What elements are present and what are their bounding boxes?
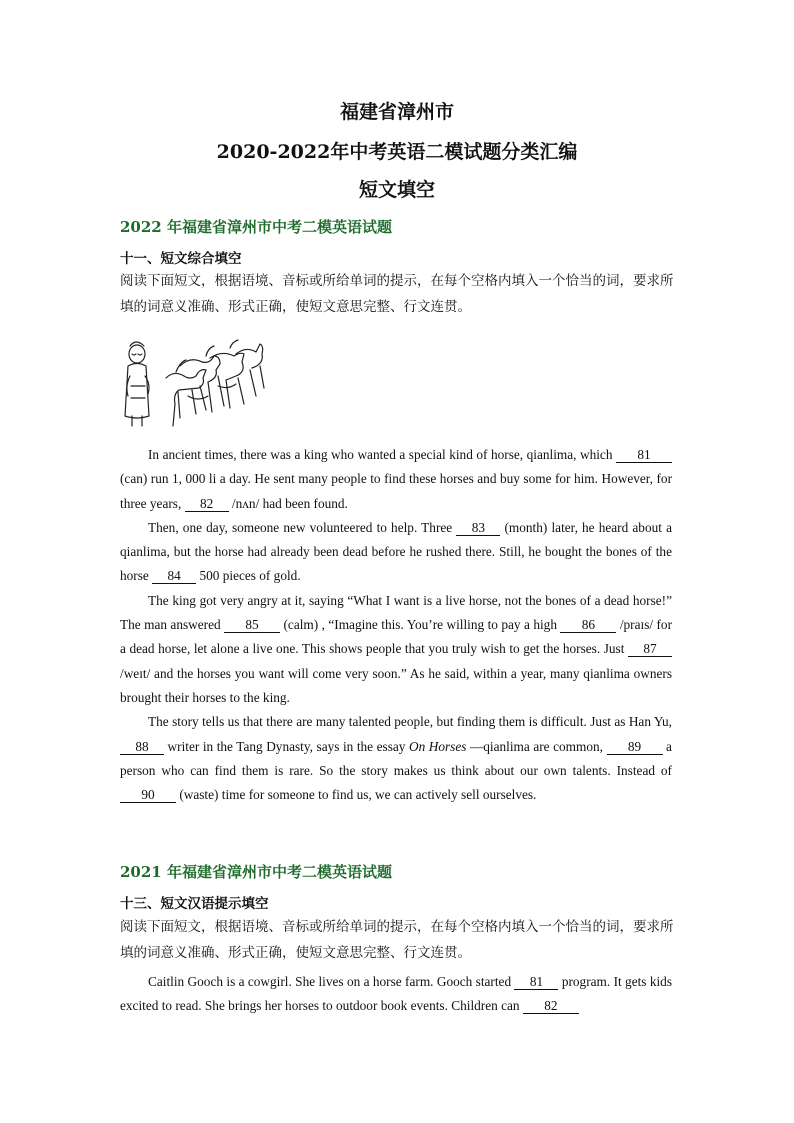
section-2022-subtitle: 十一、短文综合填空 xyxy=(120,251,242,267)
section-2021-title: 2021 年福建省漳州市中考二模英语试题 xyxy=(120,863,392,881)
passage-2021-paragraph-1: Caitlin Gooch is a cowgirl. She lives on a horse farm. Gooch started 81 program. It gets kids excited to read. She brings her horses to outdoor book events. Children can 82 xyxy=(120,974,673,1014)
doc-title-topic: 短文填空 xyxy=(358,179,435,201)
passage-2022 xyxy=(120,443,672,807)
blank-83[interactable]: 83 xyxy=(456,521,500,536)
passage-2022-paragraph-4: The story tells us that there are many talented people, but finding them is difficult. Just as Han Yu, 88 writer in the Tang Dynasty, says in the essay On Horses —qianlima are common, 89 a person who can find them is rare. So the story makes us think about our own talents. Instead of 90 (waste) time for someone to find us, we can actively sell ourselves. xyxy=(120,714,672,803)
section-2022-title: 2022 年福建省漳州市中考二模英语试题 xyxy=(120,218,392,236)
section-2021-subtitle: 十三、短文汉语提示填空 xyxy=(120,896,269,912)
blank-90[interactable]: 90 xyxy=(120,788,176,803)
king-and-horses-illustration xyxy=(118,336,268,431)
blank-84[interactable]: 84 xyxy=(152,569,196,584)
passage-2021 xyxy=(120,970,672,1019)
blank-88[interactable]: 88 xyxy=(120,740,164,755)
blank-87[interactable]: 87 xyxy=(628,642,672,657)
doc-title-region: 福建省漳州市 xyxy=(339,101,454,123)
blank-85[interactable]: 85 xyxy=(224,618,280,633)
blank-2021-82[interactable]: 82 xyxy=(523,999,579,1014)
essay-title: On Horses xyxy=(408,738,467,754)
blank-81[interactable]: 81 xyxy=(616,448,672,463)
blank-89[interactable]: 89 xyxy=(607,740,663,755)
blank-86[interactable]: 86 xyxy=(560,618,616,633)
blank-82[interactable]: 82 xyxy=(185,497,229,512)
passage-2022-paragraph-2: Then, one day, someone new volunteered to help. Three 83 (month) later, he heard about a qianlima, but the horse had already been dead before he rushed there. Still, he bought the bones of the horse 84 500 pieces of gold. xyxy=(120,519,672,584)
section-2021-instruction: 阅读下面短文，根据语境、音标或所给单词的提示，在每个空格内填入一个恰当的词，要求所填的词意义准确、形式正确，使短文意思完整、行文连贯。 xyxy=(120,919,674,961)
passage-2022-paragraph-1: In ancient times, there was a king who wanted a special kind of horse, qianlima, which 81 (can) run 1, 000 li a day. He sent many people to find these horses and buy some for him. However, for three years, 82 /nʌn/ had been found. xyxy=(120,447,672,511)
doc-title-main: 2020-2022年中考英语二模试题分类汇编 xyxy=(216,141,578,163)
blank-2021-81[interactable]: 81 xyxy=(514,975,558,990)
passage-2022-paragraph-3: The king got very angry at it, saying “What I want is a live horse, not the bones of a dead horse!” The man answered 85 (calm) , “Imagine this. You’re willing to pay a high 86 /praɪs/ for a dead horse, let alone a live one. This shows people that you truly wish to get the horses. Just 87 /weɪt/ and the horses you want will come very soon.” As he said, within a year, many qianlima owners brought their horses to the king. xyxy=(120,592,673,705)
section-2022-instruction: 阅读下面短文，根据语境、音标或所给单词的提示，在每个空格内填入一个恰当的词，要求所填的词意义准确、形式正确，使短文意思完整、行文连贯。 xyxy=(120,273,674,315)
